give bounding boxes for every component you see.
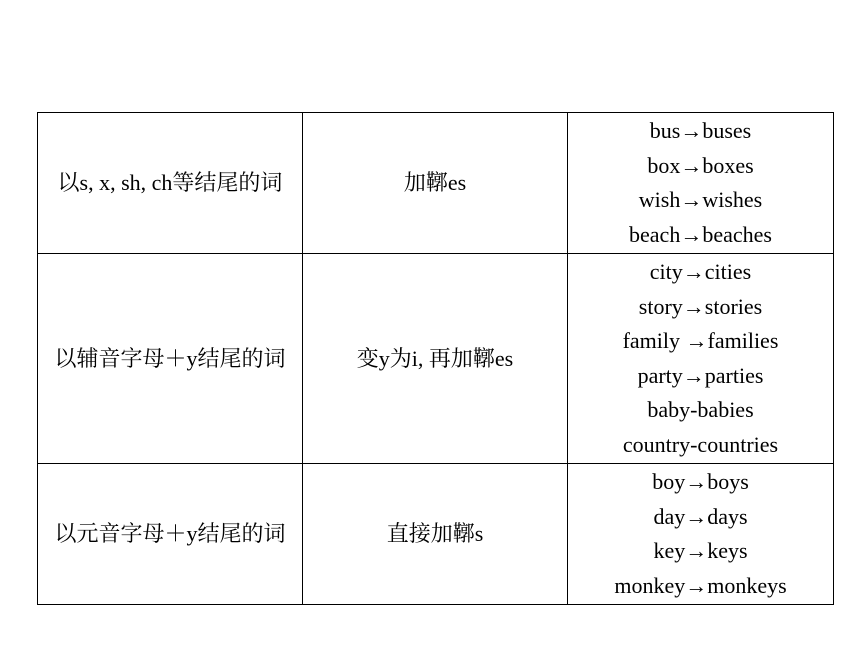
example-item: monkey→monkeys [614, 572, 787, 598]
example-item: country-countries [622, 431, 779, 457]
condition-text: 以元音字母＋y结尾的词 [54, 521, 286, 546]
rule-text: 变y为i, 再加鞹es [356, 345, 514, 371]
table-row [38, 113, 834, 254]
example-item: boy→boys [652, 469, 749, 494]
examples-list [578, 255, 823, 462]
examples-cell [568, 113, 834, 254]
example-item: day→days [653, 503, 748, 529]
example-item: wish→wishes [638, 187, 763, 212]
rule-cell [303, 254, 568, 464]
condition-text: 以s, x, sh, ch等结尾的词 [57, 170, 283, 195]
condition-text: 以辅音字母＋y结尾的词 [54, 345, 286, 371]
example-item: family →families [622, 328, 779, 353]
table-row [38, 254, 834, 464]
examples-cell [568, 464, 834, 605]
rule-text: 加鞹es [403, 170, 467, 195]
rule-text: 直接加鞹s [386, 521, 484, 546]
table-row [38, 464, 834, 605]
example-item: beach→beaches [629, 221, 772, 247]
example-item: city→cities [649, 259, 752, 284]
condition-cell [38, 464, 303, 605]
examples-list [578, 114, 823, 252]
example-item: baby-babies [647, 397, 754, 422]
example-item: story→stories [638, 293, 763, 319]
condition-cell [38, 113, 303, 254]
condition-cell [38, 254, 303, 464]
example-item: bus→buses [649, 118, 752, 143]
examples-cell [568, 254, 834, 464]
examples-list [578, 465, 823, 603]
example-item: box→boxes [647, 152, 754, 178]
plural-rules-table [37, 112, 834, 605]
example-item: party→parties [637, 362, 764, 388]
example-item: key→keys [653, 538, 748, 563]
rule-cell [303, 464, 568, 605]
rule-cell [303, 113, 568, 254]
